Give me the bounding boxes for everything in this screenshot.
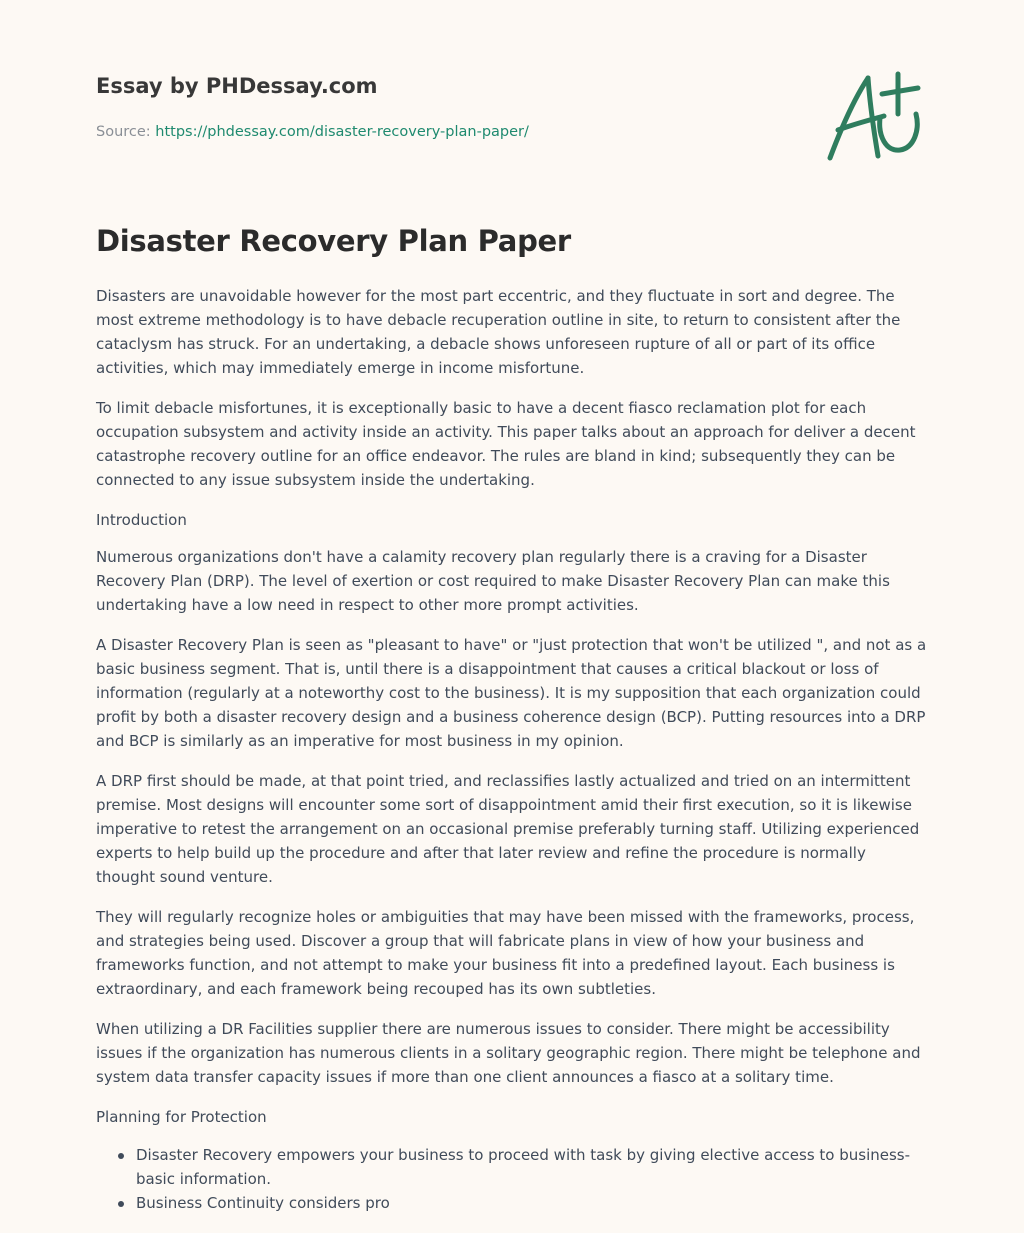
paragraph: To limit debacle misfortunes, it is exceptionally basic to have a decent fiasco reclamation plot for each occupation subsystem and activity inside an activity. This paper talks about an approach for deliver a decent catastrophe recovery outline for an office endeavor. The rules are bland in kind; subsequently they can be connected to any issue subsystem inside the undertaking. bbox=[96, 399, 916, 489]
paragraph: When utilizing a DR Facilities supplier there are numerous issues to consider. There might be accessibility issues if the organization has numerous clients in a solitary geographic region. There might be telephone and system data transfer capacity issues if more than one client announces a fiasco at a solitary time. bbox=[96, 1020, 921, 1086]
paragraph: A Disaster Recovery Plan is seen as "pleasant to have" or "just protection that won't be utilized ", and not as a basic business segment. That is, until there is a disappointment that causes a critical blackout or loss of information (regularly at a noteworthy cost to the business). It is my supposition that each organization could profit by both a disaster recovery design and a business coherence design (BCP). Putting resources into a DRP and BCP is similarly as an imperative for most business in my opinion. bbox=[96, 636, 927, 750]
site-brand: Essay by PHDessay.com bbox=[96, 74, 378, 98]
source-link[interactable]: https://phdessay.com/disaster-recovery-plan-paper/ bbox=[155, 124, 529, 140]
bullet-icon bbox=[118, 1201, 124, 1207]
paragraph: A DRP first should be made, at that point tried, and reclassifies lastly actualized and tried on an intermittent premise. Most designs will encounter some sort of disappointment amid their first execution, so it is likewise imperative to retest the arrangement on an occasional premise preferably turning staff. Utilizing experienced experts to help build up the procedure and after that later review and refine the procedure is normally thought sound venture. bbox=[96, 772, 920, 886]
paragraph: Numerous organizations don't have a calamity recovery plan regularly there is a craving for a Disaster Recovery Plan (DRP). The level of exertion or cost required to make Disaster Recovery Plan can make this undertaking have a low need in respect to other more prompt activities. bbox=[96, 548, 890, 614]
bullet-icon bbox=[118, 1153, 124, 1159]
section-heading-introduction: Introduction bbox=[96, 511, 187, 529]
paragraph: Disasters are unavoidable however for the most part eccentric, and they fluctuate in sort and degree. The most extreme methodology is to have debacle recuperation outline in site, to return to consistent after the cataclysm has struck. For an undertaking, a debacle shows unforeseen rupture of all or part of its office activities, which may immediately emerge in income misfortune. bbox=[96, 287, 901, 377]
document-body bbox=[96, 284, 928, 1215]
list-item bbox=[136, 1143, 928, 1191]
list-item bbox=[136, 1191, 928, 1215]
document-title: Disaster Recovery Plan Paper bbox=[96, 224, 571, 258]
list-item-text: Business Continuity considers pro bbox=[136, 1194, 390, 1212]
section-heading-planning: Planning for Protection bbox=[96, 1108, 267, 1126]
paragraph: They will regularly recognize holes or ambiguities that may have been missed with the frameworks, process, and strategies being used. Discover a group that will fabricate plans in view of how your business and frameworks function, and not attempt to make your business fit into a predefined layout. Each business is extraordinary, and each framework being recouped has its own subtleties. bbox=[96, 908, 915, 998]
list-item-text: Disaster Recovery empowers your business to proceed with task by giving elective access to business-basic information. bbox=[136, 1146, 911, 1188]
source-label: Source: bbox=[96, 124, 151, 140]
source-line bbox=[96, 124, 529, 140]
a-plus-logo-icon bbox=[822, 66, 932, 166]
bullet-list bbox=[96, 1143, 928, 1215]
